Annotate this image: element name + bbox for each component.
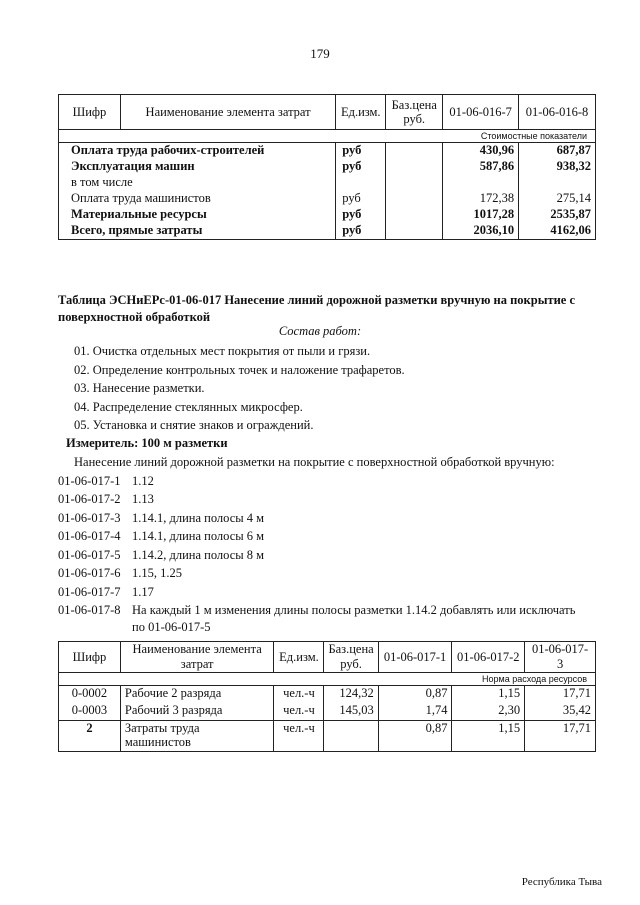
work-item: 01. Очистка отдельных мест покрытия от пыли и грязи.	[74, 344, 371, 358]
row-value-2: 1,15	[452, 686, 525, 704]
table-header-row	[59, 642, 596, 673]
footer-region: Республика Тыва	[521, 876, 602, 888]
header-price	[324, 642, 378, 673]
intro-text: Нанесение линий дорожной разметки на покрытие с поверхностной обработкой вручную:	[74, 455, 555, 469]
header-col-2: 01-06-017-2	[452, 642, 525, 673]
subheader-cost: Стоимостные показатели	[59, 130, 596, 143]
table-subheader-row	[59, 673, 596, 686]
work-item: 02. Определение контрольных точек и наложение трафаретов.	[74, 363, 405, 377]
row-code: 2	[59, 721, 121, 752]
code-value: 1.14.1, длина полосы 6 м	[132, 529, 265, 543]
row-value-2: 1,15	[452, 721, 525, 752]
code-label: 01-06-017-4	[58, 529, 121, 543]
code-label: 01-06-017-1	[58, 474, 121, 488]
row-unit: чел.-ч	[274, 703, 324, 721]
row-value-2: 2535,87	[519, 207, 596, 223]
header-code: Шифр	[59, 642, 121, 673]
page-number: 179	[310, 46, 330, 61]
works-caption: Состав работ:	[278, 324, 362, 338]
header-price-line-1: Баз.цена	[328, 642, 374, 656]
row-unit	[336, 175, 386, 191]
table-row	[59, 143, 596, 160]
cost-table	[58, 94, 596, 240]
row-name	[120, 721, 274, 752]
header-name-line-2: затрат	[180, 657, 214, 671]
header-code: Шифр	[59, 95, 121, 130]
code-value: На каждый 1 м изменения длины полосы разметки 1.14.2 добавлять или исключать	[132, 603, 576, 617]
row-value-1: 0,87	[378, 721, 452, 752]
row-price	[386, 191, 443, 207]
row-unit: руб	[336, 143, 386, 160]
row-value-2: 2,30	[452, 703, 525, 721]
row-name-line-2: машинистов	[124, 735, 191, 749]
row-value-2: 687,87	[519, 143, 596, 160]
header-col-2: 01-06-016-8	[519, 95, 596, 130]
row-price	[386, 175, 443, 191]
code-value: 1.13	[132, 492, 154, 506]
row-price: 145,03	[324, 703, 378, 721]
work-item: 03. Нанесение разметки.	[74, 381, 205, 395]
row-code: 0-0002	[59, 686, 121, 704]
header-col-1: 01-06-016-7	[443, 95, 519, 130]
table-row	[59, 159, 596, 175]
row-value-3: 35,42	[525, 703, 596, 721]
row-value-1: 587,86	[443, 159, 519, 175]
work-item: 05. Установка и снятие знаков и ограждений.	[74, 418, 314, 432]
table-subheader-row	[59, 130, 596, 143]
work-item: 04. Распределение стеклянных микросфер.	[74, 400, 303, 414]
row-name-line-1: Затраты труда	[124, 721, 200, 735]
row-unit: руб	[336, 207, 386, 223]
row-unit: руб	[336, 191, 386, 207]
header-price: Баз.цена руб.	[386, 95, 443, 130]
row-name: в том числе	[59, 175, 336, 191]
row-name: Материальные ресурсы	[59, 207, 336, 223]
row-value-1: 1017,28	[443, 207, 519, 223]
code-value: 1.14.2, длина полосы 8 м	[132, 548, 265, 562]
subheader-norm: Норма расхода ресурсов	[59, 673, 596, 686]
row-value-3: 17,71	[525, 686, 596, 704]
header-unit: Ед.изм.	[274, 642, 324, 673]
row-unit: руб	[336, 223, 386, 240]
header-unit: Ед.изм.	[336, 95, 386, 130]
row-name: Оплата труда машинистов	[59, 191, 336, 207]
table-row	[59, 191, 596, 207]
code-value: 1.17	[132, 585, 154, 599]
table-row	[59, 175, 596, 191]
code-label: 01-06-017-7	[58, 585, 121, 599]
code-value: 1.12	[132, 474, 154, 488]
row-value-2: 938,32	[519, 159, 596, 175]
row-name: Рабочий 3 разряда	[120, 703, 274, 721]
measure-label: Измеритель: 100 м разметки	[66, 436, 228, 450]
header-price-line-2: руб.	[340, 657, 362, 671]
table-row	[59, 686, 596, 704]
row-name: Всего, прямые затраты	[59, 223, 336, 240]
code-value: 1.14.1, длина полосы 4 м	[132, 511, 265, 525]
header-name: Наименование элемента затрат	[120, 95, 335, 130]
row-name: Оплата труда рабочих-строителей	[59, 143, 336, 160]
code-label: 01-06-017-3	[58, 511, 121, 525]
row-value-2: 275,14	[519, 191, 596, 207]
header-name	[120, 642, 274, 673]
table-row	[59, 703, 596, 721]
row-unit: руб	[336, 159, 386, 175]
row-value-1: 1,74	[378, 703, 452, 721]
row-value-3: 17,71	[525, 721, 596, 752]
header-col-1: 01-06-017-1	[378, 642, 452, 673]
row-price	[386, 159, 443, 175]
table-row	[59, 223, 596, 240]
code-value-continued: по 01-06-017-5	[132, 620, 211, 634]
row-value-1: 430,96	[443, 143, 519, 160]
row-unit: чел.-ч	[274, 686, 324, 704]
row-value-1: 0,87	[378, 686, 452, 704]
row-value-2: 4162,06	[519, 223, 596, 240]
row-value-2	[519, 175, 596, 191]
code-label: 01-06-017-6	[58, 566, 121, 580]
table-header-row	[59, 95, 596, 130]
header-name-line-1: Наименование элемента	[132, 642, 262, 656]
section-title: Таблица ЭСНиЕРс-01-06-017 Нанесение линий дорожной разметки вручную на покрытие с поверхностной обработкой	[58, 293, 576, 324]
row-value-1	[443, 175, 519, 191]
table-row	[59, 721, 596, 752]
row-price	[386, 223, 443, 240]
row-name: Эксплуатация машин	[59, 159, 336, 175]
code-label: 01-06-017-2	[58, 492, 121, 506]
row-price	[386, 143, 443, 160]
row-value-1: 172,38	[443, 191, 519, 207]
row-value-1: 2036,10	[443, 223, 519, 240]
header-col-3: 01-06-017-3	[525, 642, 596, 673]
resource-table	[58, 641, 596, 752]
row-unit: чел.-ч	[274, 721, 324, 752]
row-name: Рабочие 2 разряда	[120, 686, 274, 704]
row-code: 0-0003	[59, 703, 121, 721]
row-price	[386, 207, 443, 223]
code-value: 1.15, 1.25	[132, 566, 182, 580]
code-label: 01-06-017-5	[58, 548, 121, 562]
row-price	[324, 721, 378, 752]
row-price: 124,32	[324, 686, 378, 704]
table-row	[59, 207, 596, 223]
code-label: 01-06-017-8	[58, 603, 121, 617]
